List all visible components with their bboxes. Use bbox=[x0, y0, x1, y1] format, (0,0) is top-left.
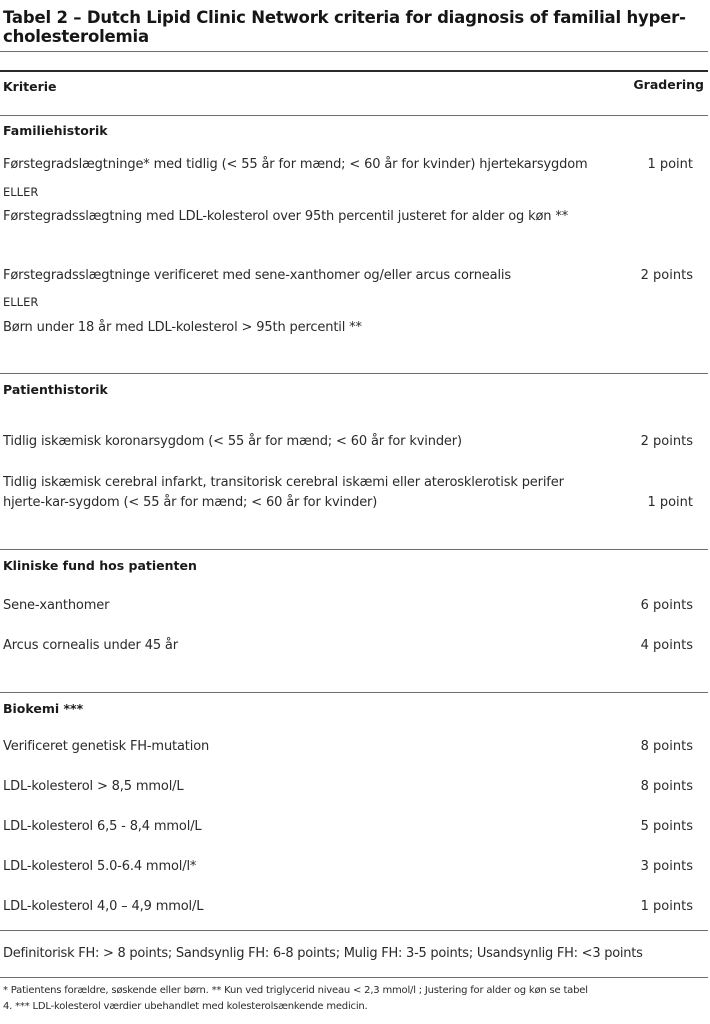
criterion-points: 4 points bbox=[640, 638, 693, 653]
criterion-text: LDL-kolesterol 4,0 – 4,9 mmol/L bbox=[3, 899, 204, 914]
section-title: Familiehistorik bbox=[3, 123, 108, 138]
criterion-text: Førstegradsslægtning med LDL-kolesterol over 95th percentil justeret for alder og køn ** bbox=[3, 209, 569, 224]
criterion-text: Tidlig iskæmisk cerebral infarkt, transitorisk cerebral iskæmi eller aterosklerotisk perifer bbox=[3, 475, 564, 490]
divider-header-bottom bbox=[0, 115, 708, 116]
criterion-points: 6 points bbox=[640, 598, 693, 613]
table-title-line-1: Tabel 2 – Dutch Lipid Clinic Network criteria for diagnosis of familial hyper- bbox=[3, 8, 686, 27]
criterion-points: 3 points bbox=[640, 859, 693, 874]
criterion-text: LDL-kolesterol 5.0-6.4 mmol/l* bbox=[3, 859, 197, 874]
criterion-points: 2 points bbox=[640, 268, 693, 283]
criterion-points: 2 points bbox=[640, 434, 693, 449]
criterion-text: Verificeret genetisk FH-mutation bbox=[3, 739, 210, 754]
criterion-text: Førstegradslægtninge* med tidlig (< 55 år for mænd; < 60 år for kvinder) hjertekarsygdom bbox=[3, 157, 588, 172]
footnote-line-1: * Patientens forældre, søskende eller børn. ** Kun ved triglycerid niveau < 2,3 mmol/l ; Justering for alder og køn se tabel bbox=[3, 985, 588, 996]
criterion-text: Tidlig iskæmisk koronarsygdom (< 55 år for mænd; < 60 år for kvinder) bbox=[3, 434, 462, 449]
section-title: Biokemi *** bbox=[3, 701, 84, 716]
criterion-text: Sene-xanthomer bbox=[3, 598, 110, 613]
criterion-text: LDL-kolesterol > 8,5 mmol/L bbox=[3, 779, 184, 794]
divider bbox=[0, 977, 708, 978]
criterion-text: Børn under 18 år med LDL-kolesterol > 95th percentil ** bbox=[3, 320, 362, 335]
score-interpretation: Definitorisk FH: > 8 points; Sandsynlig FH: 6-8 points; Mulig FH: 3-5 points; Usandsynlig FH: <3 points bbox=[3, 946, 643, 961]
criterion-points: 1 point bbox=[647, 495, 693, 510]
criterion-text: hjerte-kar-sygdom (< 55 år for mænd; < 60 år for kvinder) bbox=[3, 495, 378, 510]
column-header-criteria: Kriterie bbox=[3, 79, 57, 94]
criterion-points: 1 points bbox=[640, 899, 693, 914]
criterion-points: 8 points bbox=[640, 739, 693, 754]
footnote-line-2: 4. *** LDL-kolesterol værdier ubehandlet med kolesterolsænkende medicin. bbox=[3, 1001, 368, 1012]
criterion-points: 1 point bbox=[647, 157, 693, 172]
criterion-text: LDL-kolesterol 6,5 - 8,4 mmol/L bbox=[3, 819, 202, 834]
divider-header-top bbox=[0, 70, 708, 72]
criterion-or: ELLER bbox=[3, 185, 39, 199]
criterion-text: Arcus cornealis under 45 år bbox=[3, 638, 178, 653]
criterion-points: 5 points bbox=[640, 819, 693, 834]
column-header-grading: Gradering bbox=[633, 77, 704, 92]
divider bbox=[0, 549, 708, 550]
section-title: Kliniske fund hos patienten bbox=[3, 558, 197, 573]
criterion-points: 8 points bbox=[640, 779, 693, 794]
divider bbox=[0, 692, 708, 693]
table-title-line-2: cholesterolemia bbox=[3, 27, 149, 46]
divider bbox=[0, 51, 708, 52]
divider bbox=[0, 373, 708, 374]
section-title: Patienthistorik bbox=[3, 382, 108, 397]
criterion-text: Førstegradsslægtninge verificeret med sene-xanthomer og/eller arcus cornealis bbox=[3, 268, 512, 283]
criterion-or: ELLER bbox=[3, 295, 39, 309]
divider bbox=[0, 930, 708, 931]
